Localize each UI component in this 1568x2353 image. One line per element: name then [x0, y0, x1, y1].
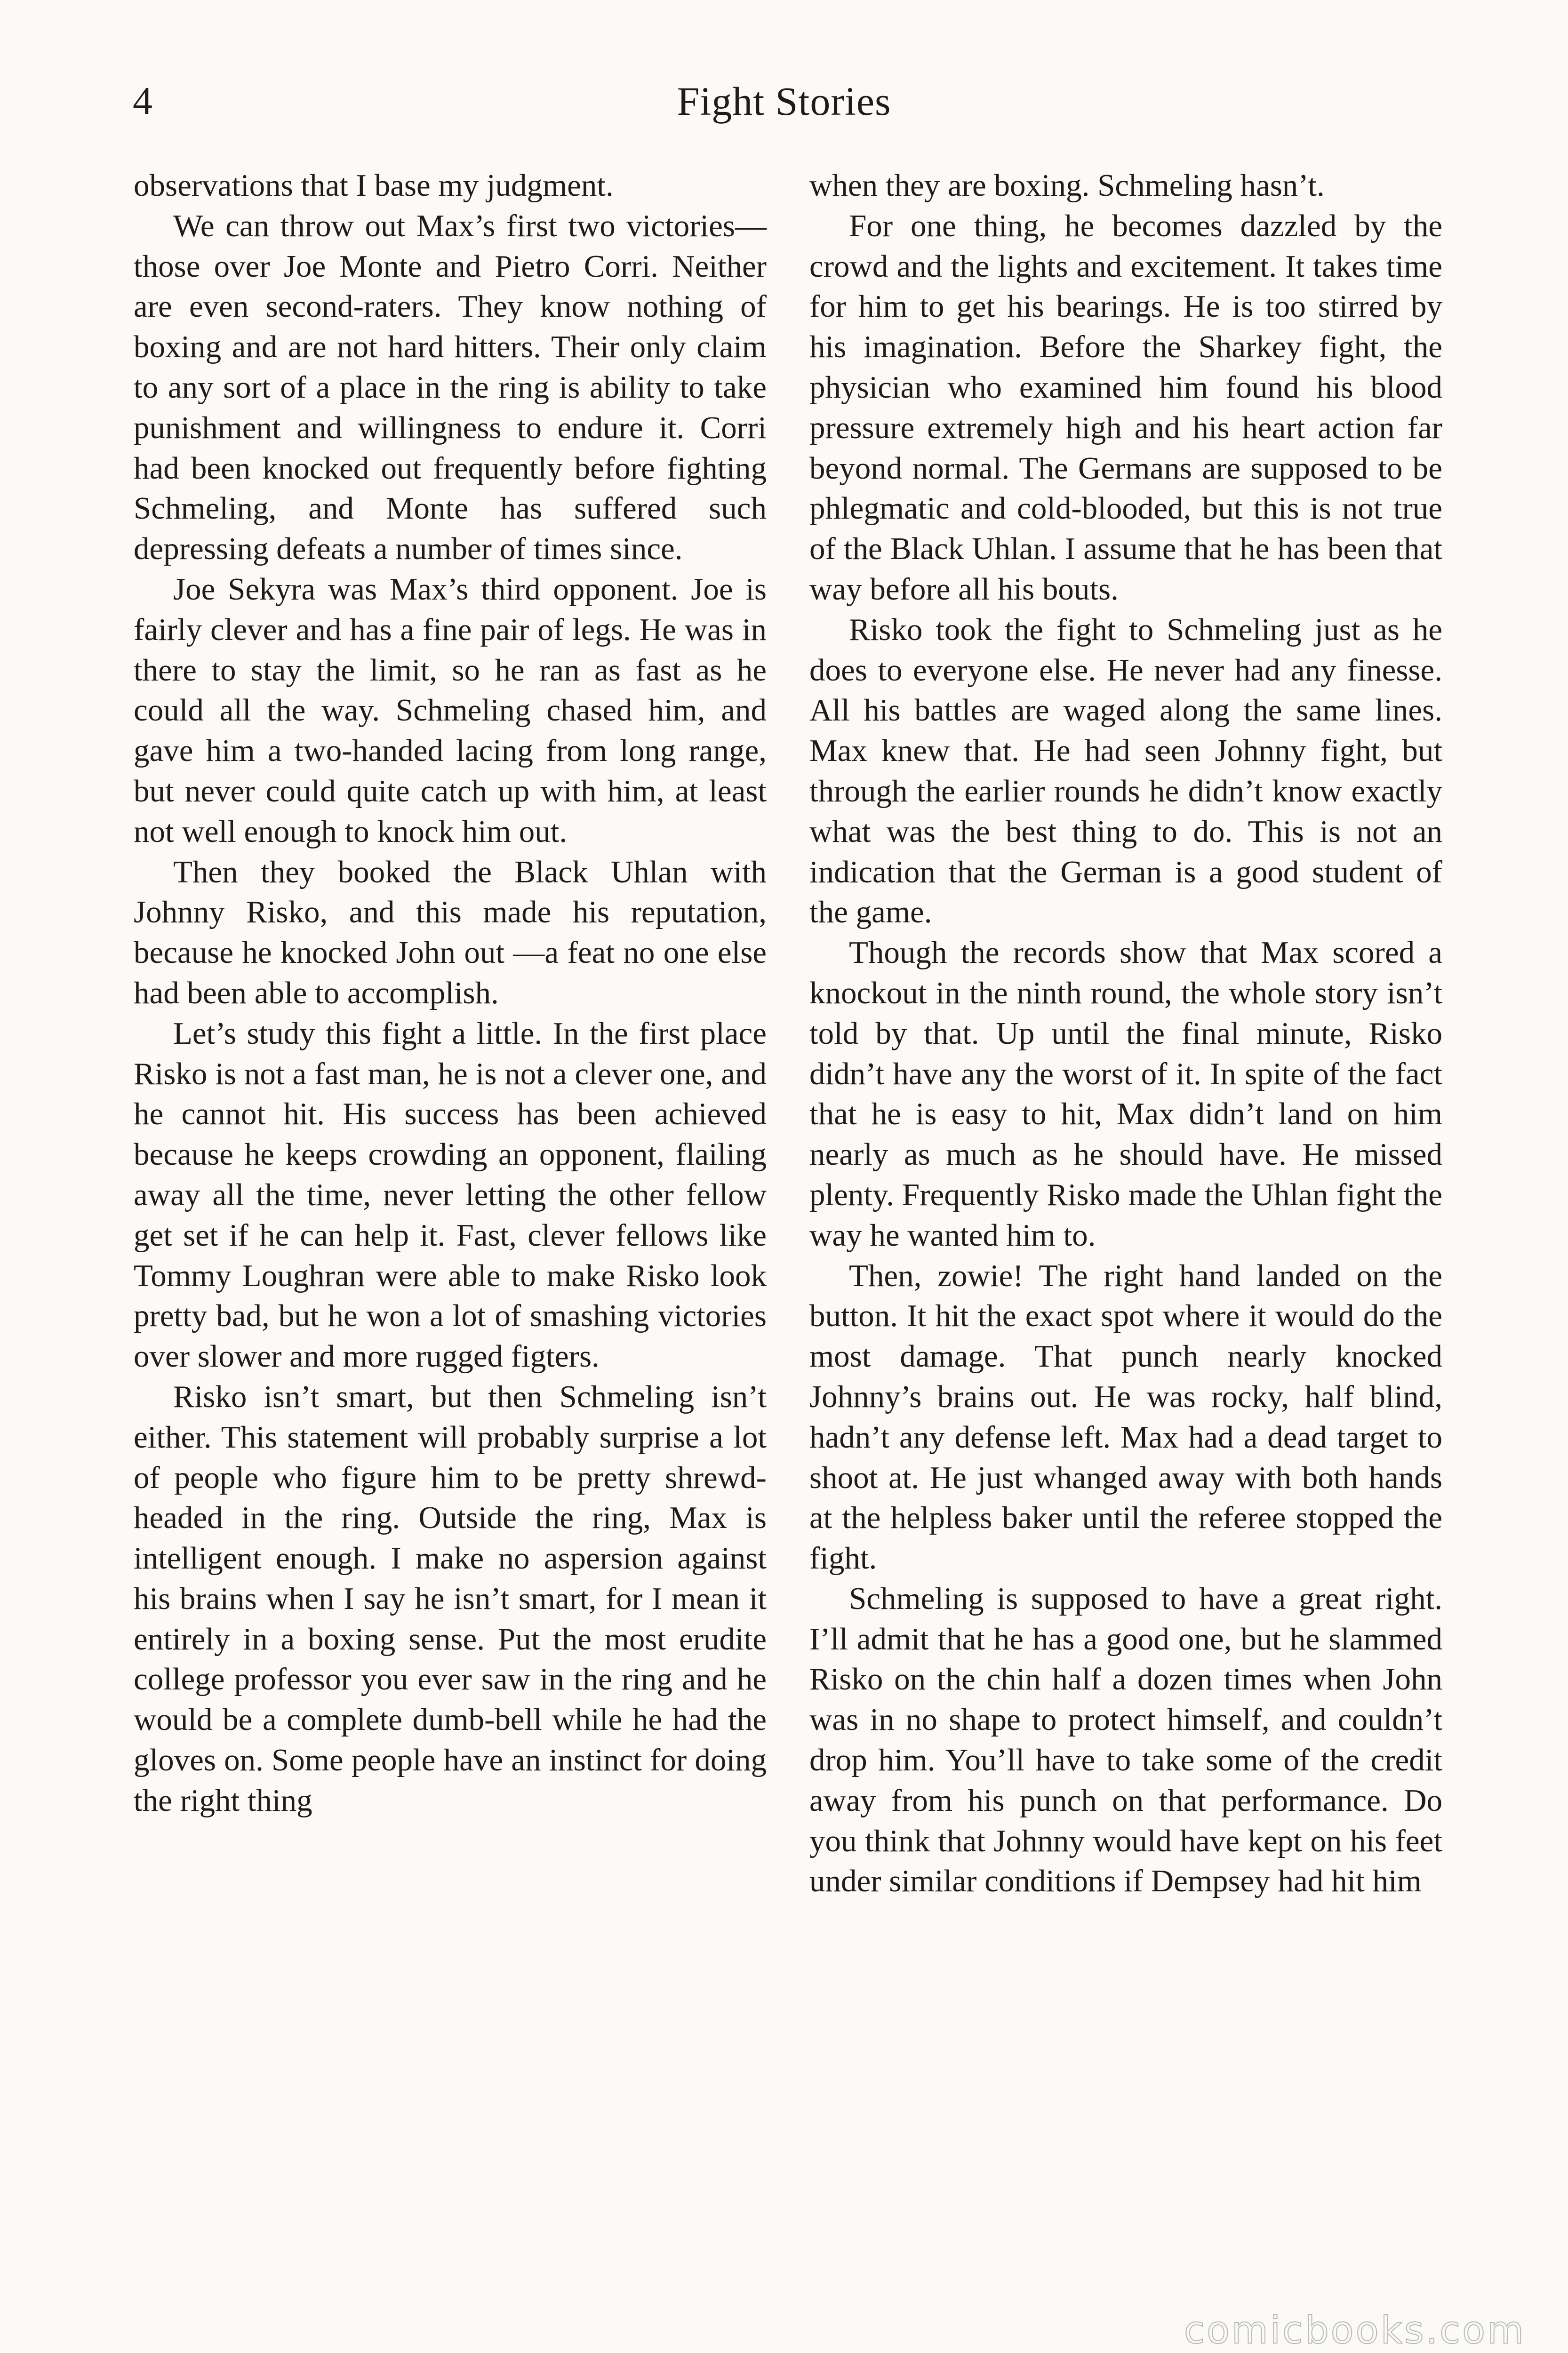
paragraph: Then they booked the Black Uhlan with Johnny Risko, and this made his reputation, because he knocked John out —a feat no one else had been able to accomplish.: [134, 854, 767, 1010]
paragraph: Though the records show that Max scored a knockout in the ninth round, the whole story isn’t told by that. Up until the final minute, Risko didn’t have any the worst of it. In spite of the fact that he is easy to hit, Max didn’t land on him nearly as much as he should have. He missed plenty. Frequently Risko made the Uhlan fight the way he wanted him to.: [809, 935, 1442, 1253]
paragraph: Risko isn’t smart, but then Schmeling isn’t either. This statement will probably surprise a lot of people who figure him to be pretty shrewd-headed in the ring. Outside the ring, Max is intelligent enough. I make no aspersion against his brains when I say he isn’t smart, for I mean it entirely in a boxing sense. Put the most erudite college professor you ever saw in the ring and he would be a complete dumb-bell while he had the gloves on. Some people have an instinct for doing the right thing: [134, 1379, 767, 1818]
running-title: Fight Stories: [677, 79, 891, 124]
paragraph: Schmeling is supposed to have a great right. I’ll admit that he has a good one, but he slammed Risko on the chin half a dozen times when John was in no shape to protect himself, and couldn’t drop him. You’ll have to take some of the credit away from his punch on that performance. Do you think that Johnny would have kept on his feet under similar conditions if Dempsey had hit him: [809, 1581, 1442, 1899]
page-number: 4: [133, 79, 152, 123]
paragraph: We can throw out Max’s first two victories—those over Joe Monte and Pietro Corri. Neither are even second-raters. They know nothing of boxing and are not hard hitters. Their only claim to any sort of a place in the ring is ability to take punishment and willingness to endure it. Corri had been knocked out frequently before fighting Schmeling, and Monte has suffered such depressing defeats a number of times since.: [134, 208, 767, 567]
paragraph: For one thing, he becomes dazzled by the crowd and the lights and excitement. It takes time for him to get his bearings. He is too stirred by his imagination. Before the Sharkey fight, the physician who examined him found his blood pressure extremely high and his heart action far beyond normal. The Germans are supposed to be phlegmatic and cold-blooded, but this is not true of the Black Uhlan. I assume that he has been that way before all his bouts.: [809, 208, 1442, 607]
paragraph: Joe Sekyra was Max’s third opponent. Joe is fairly clever and has a fine pair of legs. He was in there to stay the limit, so he ran as fast as he could all the way. Schmeling chased him, and gave him a two-handed lacing from long range, but never could quite catch up with him, at least not well enough to knock him out.: [134, 571, 767, 849]
paragraph: when they are boxing. Schmeling hasn’t.: [809, 168, 1325, 203]
right-column: [809, 166, 1442, 1902]
left-column: [134, 166, 767, 1821]
paragraph: Let’s study this fight a little. In the first place Risko is not a fast man, he is not a clever one, and he cannot hit. His success has been achieved because he keeps crowding an opponent, flailing away all the time, never letting the other fellow get set if he can help it. Fast, clever fellows like Tommy Loughran were able to make Risko look pretty bad, but he won a lot of smashing victories over slower and more rugged figters.: [134, 1016, 767, 1374]
paragraph: Risko took the fight to Schmeling just as he does to everyone else. He never had any finesse. All his battles are waged along the same lines. Max knew that. He had seen Johnny fight, but through the earlier rounds he didn’t know exactly what was the best thing to do. This is not an indication that the German is a good student of the game.: [809, 612, 1442, 930]
page-header: [0, 71, 1568, 132]
paragraph: Then, zowie! The right hand landed on the button. It hit the exact spot where it would do the most damage. That punch nearly knocked Johnny’s brains out. He was rocky, half blind, hadn’t any defense left. Max had a dead target to shoot at. He just whanged away with both hands at the helpless baker until the referee stopped the fight.: [809, 1258, 1442, 1576]
paragraph: observations that I base my judgment.: [134, 168, 614, 203]
site-watermark: comicbooks.com: [1184, 2308, 1526, 2352]
